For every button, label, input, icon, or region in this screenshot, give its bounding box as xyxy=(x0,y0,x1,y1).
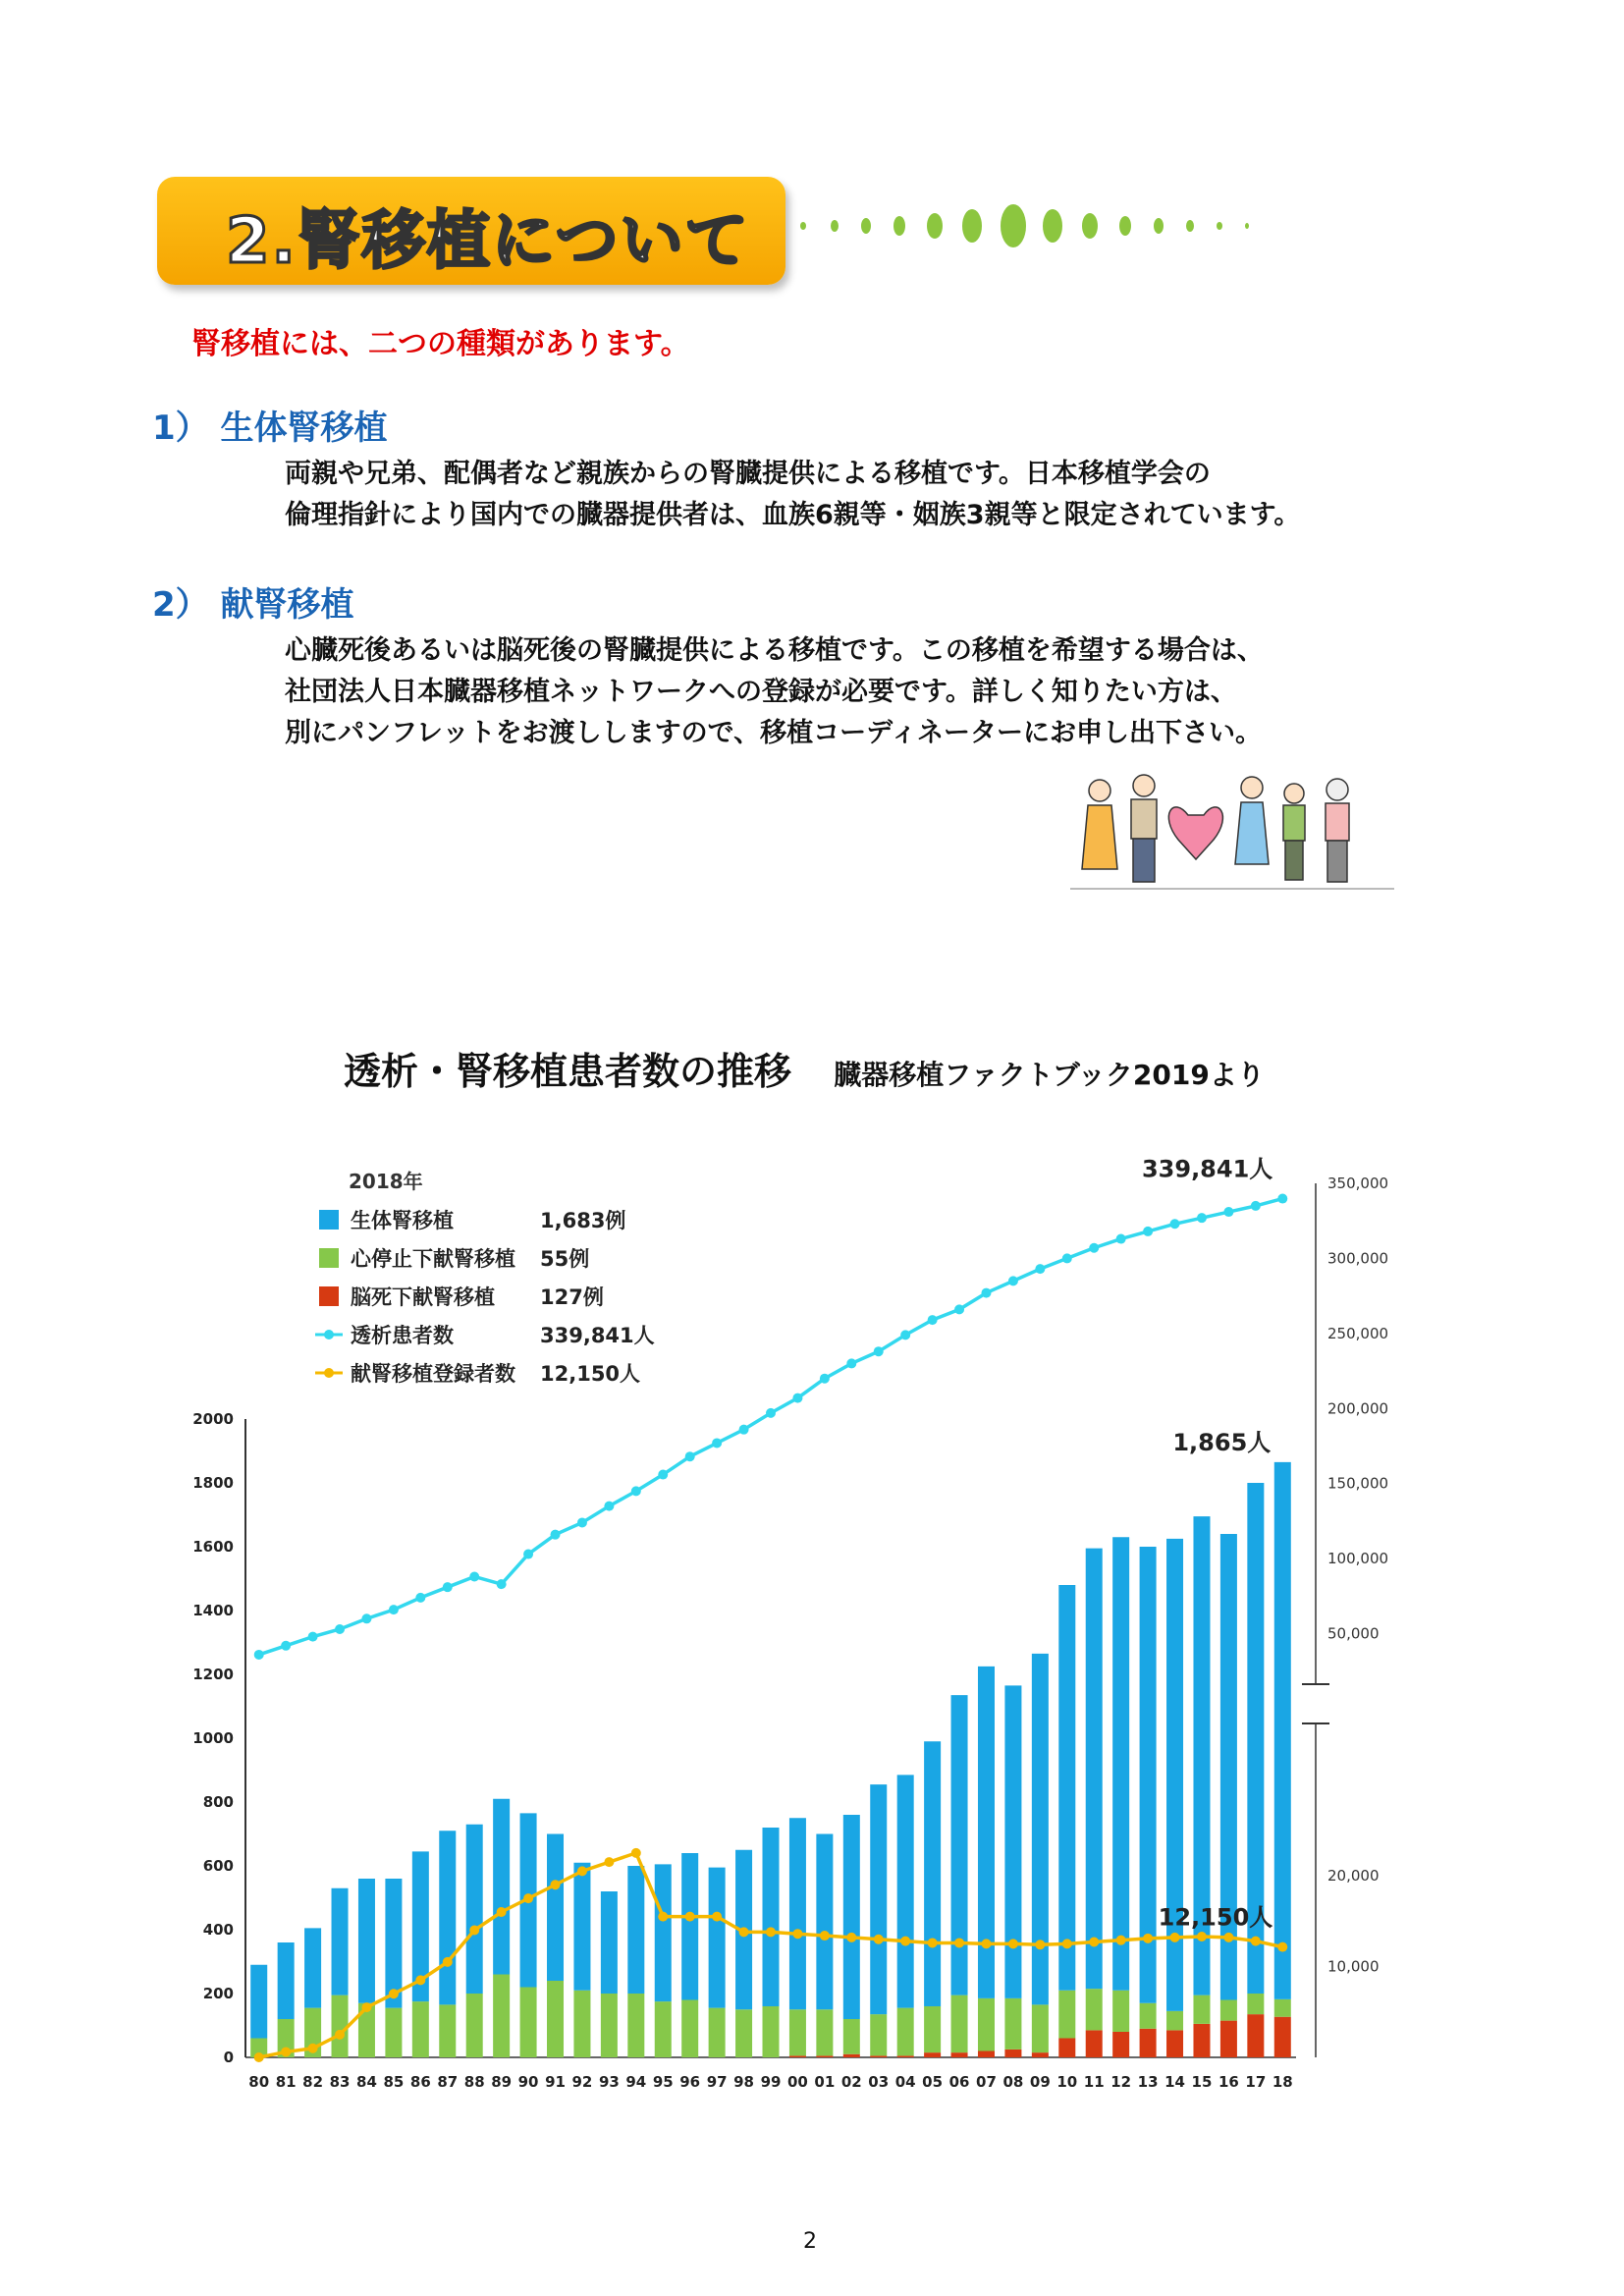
bar-living xyxy=(332,1888,349,1995)
left-axis-tick-label: 200 xyxy=(202,1985,234,2002)
dialysis-patients-point xyxy=(792,1394,802,1403)
left-axis-tick-label: 1800 xyxy=(192,1474,234,1492)
bar-brain-death xyxy=(1086,2030,1103,2057)
x-tick-label: 92 xyxy=(571,2073,593,2091)
x-tick-label: 13 xyxy=(1137,2073,1159,2091)
x-tick-label: 91 xyxy=(545,2073,566,2091)
bar-living xyxy=(789,1818,806,2009)
bar-brain-death xyxy=(1274,2017,1291,2057)
bar-cardiac-death xyxy=(1140,2003,1157,2029)
dialysis-patients-end-label: 339,841人 xyxy=(1141,1155,1273,1183)
waitlist-registrants-point xyxy=(577,1866,587,1876)
dialysis-patients-point xyxy=(1116,1234,1126,1244)
bar-cardiac-death xyxy=(601,1994,618,2057)
x-tick-label: 84 xyxy=(356,2073,377,2091)
bar-cardiac-death xyxy=(735,2009,752,2057)
x-tick-label: 81 xyxy=(275,2073,297,2091)
dialysis-patients-point xyxy=(551,1530,561,1540)
waitlist-registrants-point xyxy=(389,1989,399,1998)
dialysis-patients-point xyxy=(415,1593,425,1603)
bar-cardiac-death xyxy=(520,1988,537,2058)
chart-title-text: 透析・腎移植患者数の推移 xyxy=(344,1050,792,1093)
bar-cardiac-death xyxy=(412,2001,429,2057)
waitlist-registrants-point xyxy=(497,1907,507,1917)
family-holding-hands-illustration xyxy=(1070,766,1394,894)
bar-cardiac-death xyxy=(843,2019,860,2054)
bar-cardiac-death xyxy=(439,2004,456,2057)
bar-cardiac-death xyxy=(978,1998,995,2051)
text-line: 別にパンフレットをお渡ししますので、移植コーディネーターにお申し出下さい。 xyxy=(285,718,1262,748)
bar-living xyxy=(951,1695,968,1995)
dialysis-patients-point xyxy=(281,1641,291,1651)
waitlist-registrants-point xyxy=(792,1929,802,1939)
left-axis-tick-label: 2000 xyxy=(192,1410,234,1428)
x-tick-label: 96 xyxy=(679,2073,701,2091)
dialysis-patients-point xyxy=(308,1632,318,1642)
bar-cardiac-death xyxy=(1058,1991,1075,2039)
dialysis-patients-point xyxy=(254,1650,264,1660)
bar-living xyxy=(924,1741,941,2006)
waitlist-registrants-point xyxy=(658,1912,668,1922)
legend-swatch xyxy=(319,1248,339,1268)
bar-brain-death xyxy=(897,2055,914,2057)
waitlist-registrants-point xyxy=(1089,1938,1099,1947)
bar-cardiac-death xyxy=(627,1994,644,2057)
legend-label: 生体腎移植 xyxy=(351,1209,454,1232)
bar-cardiac-death xyxy=(1004,1998,1021,2050)
x-tick-label: 82 xyxy=(302,2073,324,2091)
x-tick-label: 00 xyxy=(786,2073,808,2091)
left-axis-tick-label: 800 xyxy=(202,1793,234,1811)
dialysis-patients-point xyxy=(1197,1213,1207,1223)
right-axis-tick-label: 300,000 xyxy=(1327,1249,1389,1268)
dialysis-patients-point xyxy=(820,1374,830,1384)
bar-brain-death xyxy=(1058,2039,1075,2058)
bar-living xyxy=(250,1965,267,2039)
text-line: 両親や兄弟、配偶者など親族からの腎臓提供による移植です。日本移植学会の xyxy=(285,459,1211,489)
x-tick-label: 80 xyxy=(248,2073,270,2091)
x-tick-label: 87 xyxy=(437,2073,459,2091)
intro-text: 腎移植には、二つの種類があります。 xyxy=(191,327,690,361)
x-tick-label: 83 xyxy=(329,2073,351,2091)
legend-year: 2018年 xyxy=(349,1170,423,1193)
dialysis-patients-point xyxy=(361,1613,371,1623)
bar-living xyxy=(870,1784,887,2014)
x-tick-label: 01 xyxy=(814,2073,836,2091)
bar-cardiac-death xyxy=(655,2001,672,2057)
x-tick-label: 89 xyxy=(491,2073,513,2091)
waitlist-registrants-point xyxy=(1008,1939,1018,1948)
bar-cardiac-death xyxy=(709,2008,726,2057)
dialysis-patients-point xyxy=(1277,1194,1287,1204)
bar-cardiac-death xyxy=(1086,1989,1103,2030)
waitlist-registrants-point xyxy=(981,1939,991,1948)
x-tick-label: 10 xyxy=(1056,2073,1078,2091)
x-tick-label: 15 xyxy=(1191,2073,1213,2091)
waitlist-registrants-point xyxy=(281,2047,291,2056)
waitlist-registrants-point xyxy=(900,1937,910,1946)
dialysis-patients-point xyxy=(1223,1207,1233,1217)
waitlist-registrants-point xyxy=(766,1927,776,1937)
legend-label: 献腎移植登録者数 xyxy=(351,1362,515,1386)
title-banner xyxy=(157,177,785,285)
bar-cardiac-death xyxy=(951,1995,968,2053)
legend-label: 脳死下献腎移植 xyxy=(351,1285,495,1309)
left-axis-tick-label: 1000 xyxy=(192,1729,234,1747)
bar-living xyxy=(709,1868,726,2008)
bar-living xyxy=(897,1775,914,2007)
bar-living xyxy=(547,1834,564,1982)
bar-brain-death xyxy=(1220,2021,1237,2057)
waitlist-registrants-end-label: 12,150人 xyxy=(1158,1903,1273,1932)
right-axis-tick-label: 150,000 xyxy=(1327,1474,1389,1493)
text-line: 心臓死後あるいは脳死後の腎臓提供による移植です。この移植を希望する場合は、 xyxy=(285,635,1264,666)
x-tick-label: 85 xyxy=(383,2073,405,2091)
waitlist-registrants-point xyxy=(1223,1933,1233,1942)
left-axis-tick-label: 0 xyxy=(223,2049,234,2066)
dialysis-patients-point xyxy=(443,1582,453,1592)
bar-cardiac-death xyxy=(1220,2000,1237,2021)
legend-value: 12,150人 xyxy=(540,1362,641,1386)
waitlist-registrants-point xyxy=(954,1938,964,1947)
dialysis-patients-point xyxy=(335,1624,345,1634)
dialysis-patients-point xyxy=(577,1517,587,1527)
legend-value: 55例 xyxy=(540,1247,590,1271)
x-tick-label: 07 xyxy=(976,2073,997,2091)
dialysis-patients-point xyxy=(712,1438,722,1448)
dialysis-patients-point xyxy=(658,1470,668,1480)
right-axis-tick-label: 10,000 xyxy=(1327,1957,1380,1976)
bar-cardiac-death xyxy=(897,2008,914,2056)
bar-living xyxy=(655,1864,672,2001)
left-axis-tick-label: 1200 xyxy=(192,1666,234,1683)
bar-brain-death xyxy=(816,2055,833,2057)
bar-cardiac-death xyxy=(1274,1999,1291,2017)
waitlist-registrants-point xyxy=(254,2052,264,2062)
text-line: 倫理指針により国内での臓器提供者は、血族6親等・姻族3親等と限定されています。 xyxy=(285,500,1301,530)
x-tick-label: 14 xyxy=(1164,2073,1185,2091)
waitlist-registrants-point xyxy=(361,2002,371,2012)
section-text-deceased xyxy=(285,630,1264,754)
bar-cardiac-death xyxy=(924,2006,941,2052)
x-tick-label: 11 xyxy=(1083,2073,1105,2091)
x-tick-label: 99 xyxy=(760,2073,782,2091)
legend-label: 透析患者数 xyxy=(351,1324,454,1347)
bar-living xyxy=(1086,1549,1103,1990)
x-tick-label: 06 xyxy=(948,2073,970,2091)
dialysis-patients-point xyxy=(1008,1276,1018,1285)
waitlist-registrants-point xyxy=(1277,1942,1287,1952)
x-tick-label: 04 xyxy=(894,2073,916,2091)
waitlist-registrants-point xyxy=(415,1975,425,1985)
bar-brain-death xyxy=(1140,2029,1157,2057)
waitlist-registrants-point xyxy=(1251,1937,1261,1946)
dialysis-patients-point xyxy=(523,1550,533,1559)
dialysis-patients-point xyxy=(1062,1253,1072,1263)
bar-living xyxy=(358,1879,375,2003)
bar-brain-death xyxy=(1193,2024,1210,2057)
section-heading-deceased: 2） 献腎移植 xyxy=(152,585,354,625)
waitlist-registrants-point xyxy=(1170,1933,1180,1942)
dialysis-patients-point xyxy=(469,1571,479,1581)
waitlist-registrants-point xyxy=(443,1957,453,1967)
waitlist-registrants-point xyxy=(335,2030,345,2040)
bar-living xyxy=(278,1942,295,2019)
x-tick-label: 12 xyxy=(1110,2073,1132,2091)
bar-living xyxy=(466,1825,483,1994)
bar-living xyxy=(843,1815,860,2019)
waitlist-registrants-point xyxy=(685,1912,695,1922)
x-tick-label: 18 xyxy=(1272,2073,1293,2091)
waitlist-registrants-point xyxy=(523,1893,533,1903)
x-tick-label: 90 xyxy=(517,2073,539,2091)
bar-cardiac-death xyxy=(493,1975,510,2058)
x-tick-label: 02 xyxy=(840,2073,862,2091)
waitlist-registrants-point xyxy=(1062,1939,1072,1948)
dialysis-transplant-chart xyxy=(167,1149,1404,2102)
x-tick-label: 08 xyxy=(1002,2073,1024,2091)
dialysis-patients-point xyxy=(685,1451,695,1461)
section-text-living xyxy=(285,454,1300,536)
legend-value: 339,841人 xyxy=(540,1324,655,1347)
x-tick-label: 94 xyxy=(625,2073,647,2091)
bar-cardiac-death xyxy=(385,2008,402,2057)
bar-cardiac-death xyxy=(870,2014,887,2055)
bar-cardiac-death xyxy=(547,1981,564,2057)
bar-cardiac-death xyxy=(762,2006,779,2057)
right-axis-tick-label: 100,000 xyxy=(1327,1550,1389,1568)
legend-swatch xyxy=(319,1286,339,1306)
x-tick-label: 98 xyxy=(733,2073,755,2091)
dialysis-patients-point xyxy=(1143,1227,1153,1236)
bar-cardiac-death xyxy=(681,2000,698,2058)
dialysis-patients-point xyxy=(739,1425,749,1435)
x-tick-label: 86 xyxy=(409,2073,431,2091)
page-title: 2.腎移植について xyxy=(226,205,750,278)
legend-swatch xyxy=(319,1210,339,1230)
bar-cardiac-death xyxy=(1247,1994,1264,2014)
waitlist-registrants-point xyxy=(308,2044,318,2053)
bar-cardiac-death xyxy=(1112,1991,1129,2032)
x-tick-label: 16 xyxy=(1218,2073,1239,2091)
dialysis-patients-point xyxy=(631,1486,641,1496)
bar-living xyxy=(762,1828,779,2006)
bar-cardiac-death xyxy=(1032,2004,1049,2052)
waitlist-registrants-point xyxy=(739,1927,749,1937)
bar-cardiac-death xyxy=(466,1994,483,2057)
waitlist-registrants-point xyxy=(604,1857,614,1867)
chart-title xyxy=(344,1041,1265,1095)
x-tick-label: 17 xyxy=(1245,2073,1267,2091)
bar-cardiac-death xyxy=(1166,2011,1183,2031)
legend-swatch xyxy=(324,1330,334,1339)
chart-source: 臓器移植ファクトブック2019より xyxy=(834,1059,1265,1091)
bar-brain-death xyxy=(951,2052,968,2057)
right-axis-tick-label: 250,000 xyxy=(1327,1324,1389,1342)
waitlist-registrants-point xyxy=(928,1938,938,1947)
bar-living xyxy=(493,1799,510,1975)
waitlist-registrants-point xyxy=(1143,1934,1153,1943)
left-axis-tick-label: 1600 xyxy=(192,1538,234,1556)
bar-brain-death xyxy=(870,2055,887,2057)
right-axis-tick-label: 50,000 xyxy=(1327,1624,1380,1643)
bar-living xyxy=(1112,1537,1129,1991)
legend-swatch xyxy=(324,1368,334,1378)
waitlist-registrants-point xyxy=(1116,1936,1126,1945)
x-tick-label: 88 xyxy=(463,2073,485,2091)
bar-brain-death xyxy=(789,2055,806,2057)
section-heading-living: 1） 生体腎移植 xyxy=(152,409,388,448)
bar-living xyxy=(573,1863,590,1991)
bar-cardiac-death xyxy=(332,1995,349,2057)
dialysis-patients-point xyxy=(928,1315,938,1325)
dialysis-patients-point xyxy=(874,1346,884,1356)
dialysis-patients-point xyxy=(1035,1264,1045,1274)
dialysis-patients-point xyxy=(766,1408,776,1418)
bar-brain-death xyxy=(843,2054,860,2057)
waitlist-registrants-point xyxy=(712,1912,722,1922)
page-number: 2 xyxy=(803,2229,817,2254)
right-axis-tick-label: 350,000 xyxy=(1327,1175,1389,1192)
bar-living xyxy=(439,1831,456,2004)
waitlist-registrants-point xyxy=(551,1880,561,1889)
waitlist-registrants-point xyxy=(846,1933,856,1942)
dialysis-patients-point xyxy=(497,1579,507,1589)
bar-brain-death xyxy=(1247,2014,1264,2057)
bar-living xyxy=(601,1891,618,1994)
right-axis-tick-label: 20,000 xyxy=(1327,1867,1380,1885)
waitlist-registrants-point xyxy=(631,1848,641,1858)
bar-living xyxy=(1032,1654,1049,2005)
dialysis-patients-point xyxy=(1251,1201,1261,1211)
bar-living xyxy=(627,1866,644,1994)
bar-living xyxy=(1274,1462,1291,1999)
waitlist-registrants-point xyxy=(1197,1932,1207,1941)
dialysis-patients-point xyxy=(1089,1243,1099,1253)
bar-cardiac-death xyxy=(573,1991,590,2057)
bar-end-label: 1,865人 xyxy=(1172,1428,1272,1456)
bar-living xyxy=(385,1879,402,2008)
legend-value: 127例 xyxy=(540,1285,604,1309)
x-tick-label: 95 xyxy=(652,2073,674,2091)
bar-living xyxy=(816,1834,833,2010)
dialysis-patients-point xyxy=(900,1330,910,1339)
bar-brain-death xyxy=(1004,2050,1021,2057)
left-axis-tick-label: 600 xyxy=(202,1857,234,1875)
bar-brain-death xyxy=(1032,2052,1049,2057)
bar-brain-death xyxy=(1166,2030,1183,2057)
bar-living xyxy=(1058,1585,1075,1991)
decorative-dots xyxy=(795,196,1326,265)
text-line: 社団法人日本臓器移植ネットワークへの登録が必要です。詳しく知りたい方は、 xyxy=(285,677,1237,707)
bar-cardiac-death xyxy=(1193,1995,1210,2024)
x-tick-label: 05 xyxy=(922,2073,944,2091)
left-axis-tick-label: 400 xyxy=(202,1921,234,1939)
dialysis-patients-point xyxy=(1170,1219,1180,1229)
bar-cardiac-death xyxy=(816,2009,833,2055)
dialysis-patients-point xyxy=(846,1358,856,1368)
bar-brain-death xyxy=(978,2051,995,2058)
x-tick-label: 03 xyxy=(868,2073,890,2091)
dialysis-patients-point xyxy=(981,1288,991,1298)
waitlist-registrants-point xyxy=(820,1931,830,1941)
dialysis-patients-point xyxy=(954,1304,964,1314)
x-tick-label: 93 xyxy=(598,2073,620,2091)
bar-brain-death xyxy=(1112,2032,1129,2057)
bar-living xyxy=(304,1928,321,2007)
waitlist-registrants-point xyxy=(1035,1940,1045,1949)
left-axis-tick-label: 1400 xyxy=(192,1602,234,1619)
right-axis-tick-label: 200,000 xyxy=(1327,1399,1389,1418)
bar-living xyxy=(1004,1685,1021,1998)
dialysis-patients-point xyxy=(604,1502,614,1511)
waitlist-registrants-point xyxy=(874,1935,884,1944)
bar-living xyxy=(681,1853,698,2000)
x-tick-label: 97 xyxy=(706,2073,728,2091)
legend-value: 1,683例 xyxy=(540,1209,626,1232)
bar-cardiac-death xyxy=(789,2009,806,2055)
waitlist-registrants-point xyxy=(469,1926,479,1936)
legend-label: 心停止下献腎移植 xyxy=(351,1247,515,1271)
bar-brain-death xyxy=(924,2052,941,2057)
x-tick-label: 09 xyxy=(1029,2073,1051,2091)
dialysis-patients-point xyxy=(389,1605,399,1614)
